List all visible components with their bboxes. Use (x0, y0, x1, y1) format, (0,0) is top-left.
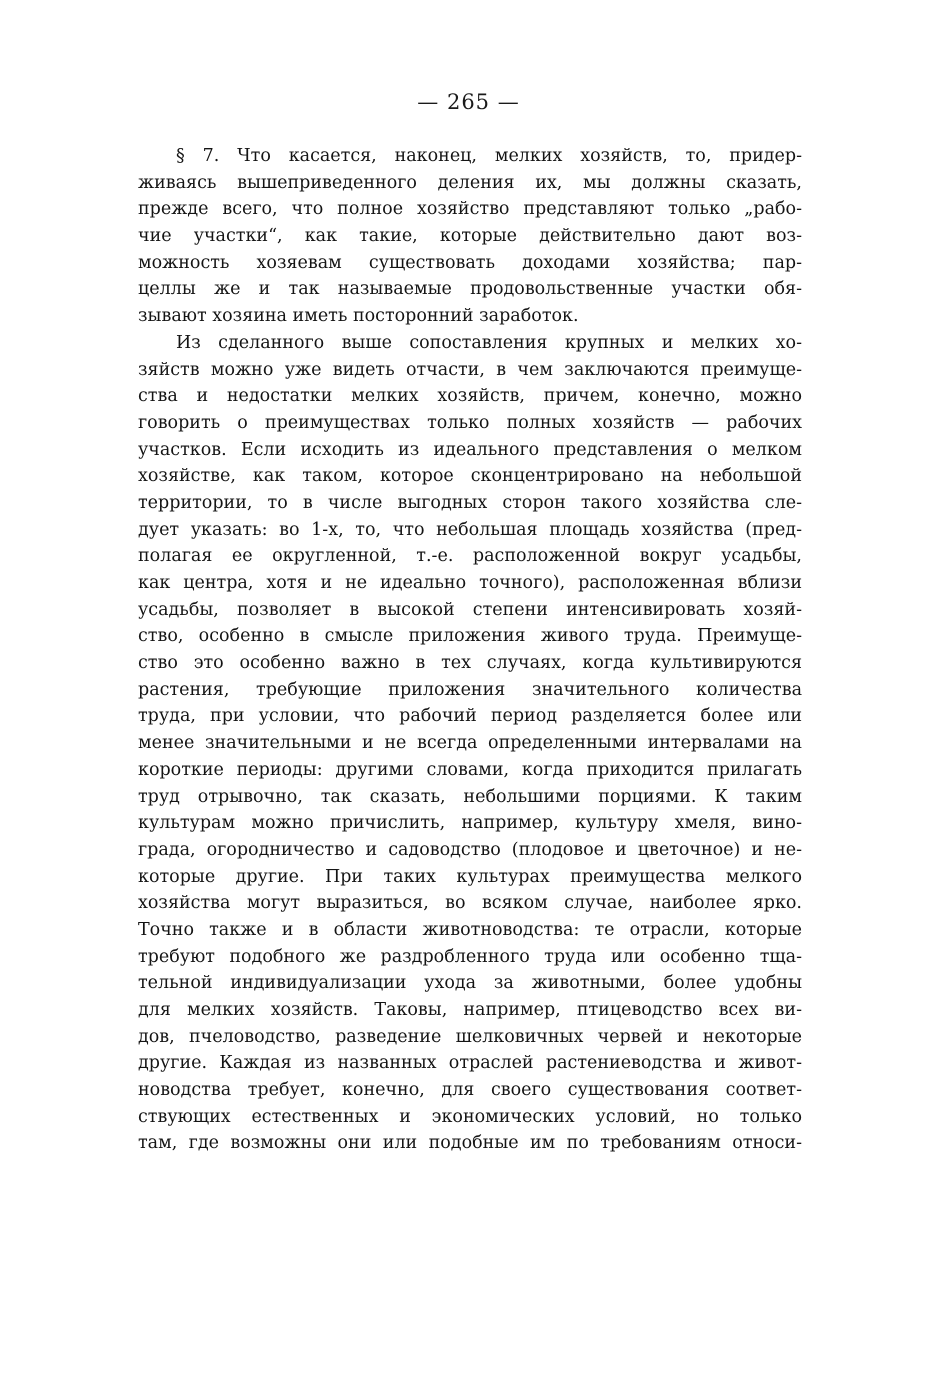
text-line: там, где возможны они или подобные им по требованиям относи- (138, 1133, 802, 1154)
text-line: хозяйстве, как таком, которое сконцентрировано на небольшой (138, 466, 802, 487)
text-line: растения, требующие приложения значительного количества (138, 679, 802, 700)
text-line: ство, особенно в смысле приложения живого труда. Преимуще- (138, 626, 802, 647)
text-line: града, огородничество и садоводство (плодовое и цветочное) и не- (138, 839, 802, 860)
text-line: ствующих естественных и экономических условий, но только (138, 1106, 802, 1127)
text-line: Точно также и в области животноводства: те отрасли, которые (138, 919, 802, 940)
text-line: для мелких хозяйств. Таковы, например, птицеводство всех ви- (138, 1000, 802, 1020)
text-line: ство это особенно важно в тех случаях, когда культивируются (138, 653, 802, 674)
text-line: усадьбы, позволяет в высокой степени интенсивировать хозяй- (138, 599, 802, 620)
text-line: как центра, хотя и не идеально точного), расположенная вблизи (138, 573, 802, 593)
text-line: Из сделанного выше сопоставления крупных и мелких хо- (176, 332, 802, 353)
text-line: прежде всего, что полное хозяйство представляют только „рабо- (138, 199, 802, 220)
text-line: § 7. Что касается, наконец, мелких хозяйств, то, придер- (176, 146, 802, 166)
text-line: дов, пчеловодство, разведение шелковичных червей и некоторые (138, 1026, 802, 1047)
text-line: хозяйства могут выразиться, во всяком случае, наиболее ярко. (138, 893, 802, 914)
text-line: труда, при условии, что рабочий период разделяется более или (138, 706, 802, 727)
text-line: полагая ее округленной, т.-е. расположенной вокруг усадьбы, (138, 546, 802, 567)
text-line: менее значительными и не всегда определенными интервалами на (138, 733, 802, 754)
text-line: культурам можно причислить, например, культуру хмеля, вино- (138, 813, 802, 834)
text-line: ства и недостатки мелких хозяйств, причем, конечно, можно (138, 386, 802, 407)
text-line: зяйств можно уже видеть отчасти, в чем заключаются преимуще- (138, 359, 802, 380)
text-line: участков. Если исходить из идеального представления о мелком (138, 439, 802, 460)
text-line: можность хозяевам существовать доходами хозяйства; пар- (138, 252, 802, 273)
text-line: тельной индивидуализации ухода за животными, более удобны (138, 973, 802, 994)
text-line: целлы же и так называемые продовольственные участки обя- (138, 279, 802, 300)
text-line: дует указать: во 1-х, то, что небольшая площадь хозяйства (пред- (138, 519, 802, 540)
text-line: короткие периоды: другими словами, когда приходится прилагать (138, 759, 802, 780)
text-line: другие. Каждая из названных отраслей растениеводства и живот- (138, 1053, 802, 1074)
text-line: живаясь вышеприведенного деления их, мы должны сказать, (138, 172, 802, 193)
page-number: — 265 — (417, 90, 520, 114)
text-line: которые другие. При таких культурах преимущества мелкого (138, 866, 802, 887)
text-line: труд отрывочно, так сказать, небольшими порциями. К таким (138, 786, 802, 807)
text-line: территории, то в числе выгодных сторон такого хозяйства сле- (138, 492, 802, 513)
text-line: зывают хозяина иметь посторонний заработок. (138, 306, 579, 327)
body-text (138, 143, 802, 1157)
text-line: говорить о преимуществах только полных хозяйств — рабочих (138, 412, 802, 433)
text-line: новодства требует, конечно, для своего существования соответ- (138, 1080, 802, 1101)
text-line: чие участки“, как такие, которые действительно дают воз- (138, 226, 802, 247)
text-line: требуют подобного же раздробленного труда или особенно тща- (138, 946, 802, 967)
